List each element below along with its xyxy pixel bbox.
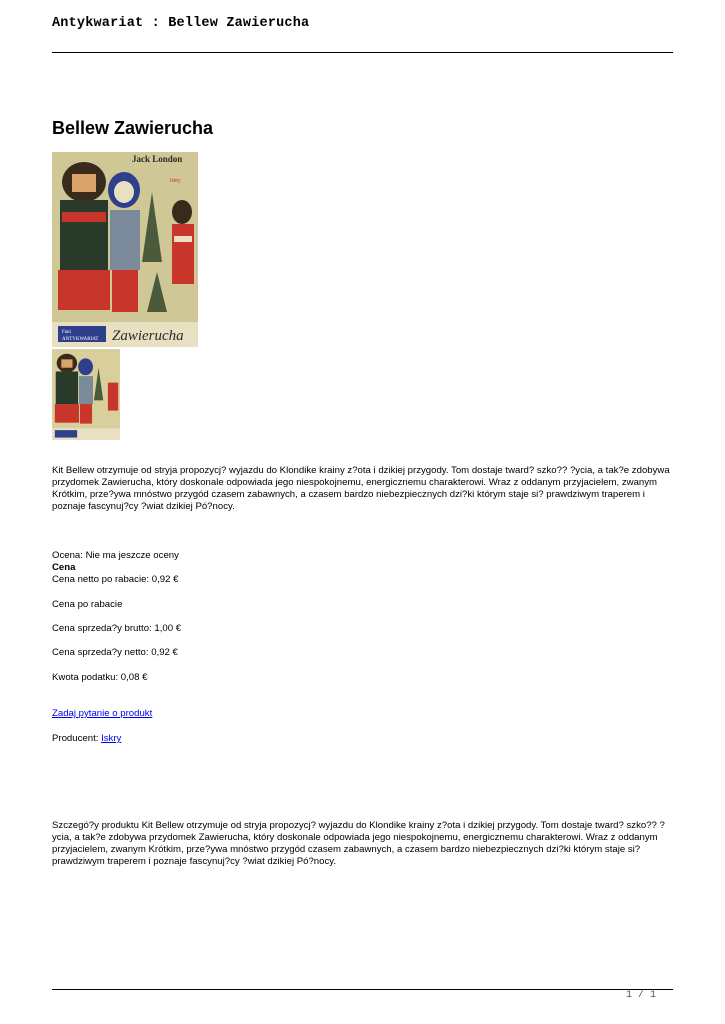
book-cover-large[interactable]: [52, 152, 198, 347]
cover-sticker-top: Fani: [62, 330, 71, 335]
producer-line: [52, 733, 121, 745]
net-sale-price: Cena sprzeda?y netto: 0,92 €: [52, 647, 178, 658]
cover-sticker-bottom: ANTYKWARIAT: [62, 337, 99, 342]
net-price-after-discount: Cena netto po rabacie: 0,92 €: [52, 574, 179, 585]
product-description: Kit Bellew otrzymuje od stryja propozycj? wyjazdu do Klondike krainy z?ota i dzikiej przygody. Tom dostaje tward? szko?? ?ycia, a tak?e zdobywa przydomek Zawierucha, który doskonale odpowiada jego niespokojnemu, energicznemu charakterowi. Wraz z oddanym przyjacielem, zwanym Krótkim, prze?ywa mnóstwo przygód czasem zabawnych, a czasem bardzo niebezpiecznych dzi?ki którym staje si? prawdziwym traperem i poznaje fascynuj?cy ?wiat dzikiej Pó?nocy.: [52, 465, 670, 512]
price-heading: Cena: [52, 562, 76, 573]
cover-author-text: Jack London: [132, 154, 183, 164]
gross-sale-price: Cena sprzeda?y brutto: 1,00 €: [52, 623, 182, 634]
page-indicator: 1 / 1: [626, 990, 657, 1001]
cover-title-text: Zawierucha: [112, 328, 184, 344]
book-cover-thumbnail[interactable]: [52, 349, 120, 440]
rating-text: Ocena: Nie ma jeszcze oceny: [52, 550, 179, 561]
cover-publisher-mark: Iskry: [170, 178, 181, 184]
producer-label: Producent:: [52, 733, 102, 744]
producer-link[interactable]: Iskry: [101, 733, 122, 744]
ask-question-link[interactable]: Zadaj pytanie o produkt: [52, 708, 153, 719]
footer-divider: [52, 989, 673, 990]
price-after-discount-label: Cena po rabacie: [52, 599, 123, 610]
running-header: Antykwariat : Bellew Zawierucha: [52, 16, 310, 31]
product-title: Bellew Zawierucha: [52, 118, 214, 138]
product-details: Szczegó?y produktu Kit Bellew otrzymuje od stryja propozycj? wyjazdu do Klondike krainy z?ota i dzikiej przygody. Tom dostaje tward? szko?? ?ycia, a tak?e zdobywa przydomek Zawierucha, który doskonale odpowiada jego niespokojnemu, energicznemu charakterowi. Wraz z oddanym przyjacielem, zwanym Krótkim, prze?ywa mnóstwo przygód czasem zabawnych, a czasem bardzo niebezpiecznych dzi?ki którym staje si? prawdziwym traperem i poznaje fascynuj?cy ?wiat dzikiej Pó?nocy.: [52, 820, 665, 867]
header-divider: [52, 52, 673, 53]
tax-amount: Kwota podatku: 0,08 €: [52, 672, 148, 683]
